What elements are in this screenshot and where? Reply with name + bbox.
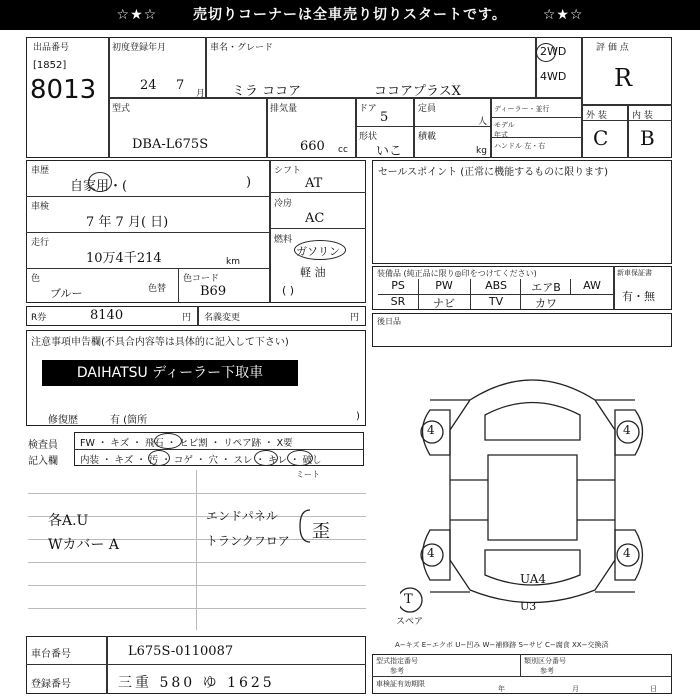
- load-unit: kg: [476, 146, 487, 156]
- equip-ps: PS: [391, 279, 405, 292]
- shift-label: シフト: [274, 166, 302, 176]
- chassis-value: L675S-0110087: [128, 644, 234, 659]
- fuel-diesel: 軽 油: [300, 266, 326, 279]
- car-grade: ココアプラスX: [374, 84, 461, 99]
- fuel-gasoline: ガソリン: [296, 245, 340, 258]
- handle-label: ハンドル 左・右: [494, 142, 546, 150]
- damage-legend: A−キズ E−エクボ U−凹み W−補修跡 S−サビ C−腐食 XX−交換済: [395, 641, 609, 649]
- capacity-unit: 人: [478, 117, 488, 127]
- record-label: 記入欄: [28, 456, 58, 467]
- score-label: 評 価 点: [596, 43, 629, 53]
- mileage-label: 走行: [31, 238, 50, 248]
- notes-label: 注意事項申告欄(不具合内容等は具体的に記入して下さい): [31, 337, 289, 348]
- mileage-unit: km: [226, 257, 240, 267]
- shift-value: AT: [305, 176, 323, 191]
- color-code-label: 色コード: [183, 274, 220, 284]
- recycle-value: 8140: [90, 308, 124, 323]
- color-code-value: B69: [200, 284, 227, 299]
- int-dirt-circle: [148, 450, 170, 466]
- history-close: ): [246, 175, 252, 190]
- history-value: 自家用・(: [70, 179, 128, 194]
- interior-row: 内装 ・ キズ ・ 汚 ・ コゲ ・ 穴 ・ スレ ・ キレ ・ 破し: [80, 455, 322, 466]
- drive-4wd: 4WD: [540, 70, 567, 83]
- note-right-2: トランクフロア: [206, 534, 290, 548]
- dealer-label: ディーラー・並行: [494, 105, 550, 113]
- exterior-label: 外 装: [586, 111, 607, 121]
- mileage-value: 10万4千214: [86, 251, 162, 266]
- drive-2wd-circle: [536, 43, 556, 62]
- dealer-tradein-badge: DAIHATSU ディーラー下取車: [42, 360, 298, 386]
- equip-sr: SR: [390, 295, 406, 308]
- equip-pw: PW: [435, 279, 453, 292]
- ref-label-1: 参考: [390, 667, 404, 675]
- plate-label: 登録番号: [31, 679, 71, 690]
- mark-rear-bumper: U3: [520, 600, 537, 613]
- inspector-label: 検査員: [28, 440, 58, 451]
- equip-navi: ナビ: [433, 297, 455, 310]
- cert-expiry-label: 車検証有効期限: [376, 680, 425, 688]
- banner-stars-right: ☆★☆: [542, 7, 584, 23]
- shape-value: いこ: [376, 144, 403, 159]
- car-name: ミラ ココア: [232, 84, 302, 99]
- equip-leather: カワ: [535, 297, 557, 310]
- chassis-label: 車台番号: [31, 649, 71, 660]
- int-cut-circle: [287, 450, 313, 466]
- repair-history-close: ): [356, 411, 360, 422]
- equip-aw: AW: [583, 279, 601, 292]
- ac-label: 冷房: [274, 199, 293, 209]
- repair-history-value: 有 (箇所: [110, 415, 148, 426]
- lot-number: 8013: [30, 75, 97, 105]
- equip-airbag: エアB: [531, 281, 561, 294]
- after-items-label: 後日品: [377, 317, 401, 326]
- note-right-tag: 歪: [312, 521, 330, 542]
- fw-chip-circle: [154, 433, 182, 449]
- fuel-other: ( ): [282, 284, 295, 297]
- displacement-label: 排気量: [270, 104, 298, 114]
- note-bracket: [296, 508, 314, 544]
- fuel-circle: [294, 240, 346, 260]
- color-change-label: 色替: [148, 284, 167, 294]
- lot-sub: [1852]: [33, 60, 67, 71]
- cert-day: 日: [650, 685, 657, 693]
- cert-year: 年: [498, 685, 505, 693]
- mark-front-right: 4: [623, 423, 631, 437]
- equip-abs: ABS: [485, 279, 507, 292]
- note-right-1: エンドパネル: [206, 509, 278, 523]
- inspection-label: 車検: [31, 202, 50, 212]
- reg-month: 7: [176, 78, 185, 93]
- class-number-label: 類別区分番号: [524, 657, 566, 665]
- color-value: ブルー: [50, 287, 83, 300]
- doors-label: ドア: [359, 104, 377, 114]
- ac-value: AC: [305, 211, 325, 226]
- doors-value: 5: [380, 110, 389, 125]
- fuel-label: 燃料: [274, 235, 293, 245]
- banner-stars-left: ☆★☆: [116, 7, 158, 23]
- drive-2wd: 2WD: [540, 45, 567, 58]
- model-value: DBA-L675S: [132, 137, 209, 152]
- ref-label-2: 参考: [540, 667, 554, 675]
- displacement-value: 660: [300, 139, 325, 154]
- interior-grade: B: [640, 126, 655, 150]
- interior-label: 内 装: [632, 111, 653, 121]
- spare-label: スペア: [396, 617, 424, 627]
- type-designation-label: 型式指定番号: [376, 657, 418, 665]
- warranty-yesno: 有・無: [622, 290, 655, 303]
- car-name-label: 車名・グレード: [210, 43, 274, 53]
- recycle-label: R券: [31, 313, 47, 323]
- lot-label: 出品番号: [33, 43, 70, 53]
- color-label: 色: [31, 274, 41, 284]
- score-value: R: [614, 64, 633, 92]
- model-year-label: モデル 年式: [494, 121, 515, 139]
- spare-mark: T: [404, 592, 413, 607]
- name-change-unit: 円: [350, 313, 360, 323]
- header-banner: [0, 0, 700, 30]
- history-circle: [88, 172, 112, 192]
- warranty-label: 新車保証書: [617, 269, 652, 277]
- equip-tv: TV: [488, 295, 504, 308]
- fw-row: FW ・ キズ ・ 飛石 ・ ヒビ割 ・ リペア跡 ・ X要: [80, 438, 293, 449]
- mark-front-left: 4: [427, 423, 435, 437]
- cert-month: 月: [572, 685, 579, 693]
- displacement-unit: cc: [338, 145, 348, 155]
- banner-text: 売切りコーナーは全車売り切りスタートです。: [193, 7, 507, 23]
- after-items-box: [372, 313, 672, 347]
- capacity-label: 定員: [418, 104, 437, 114]
- int-note: ミート: [296, 470, 320, 479]
- note-left-2: Wカバー A: [48, 537, 119, 553]
- history-label: 車歴: [31, 166, 50, 176]
- model-label: 型式: [112, 104, 131, 114]
- plate-value: 三重 580 ゆ 1625: [118, 675, 275, 691]
- recycle-row: [26, 306, 366, 326]
- name-change-label: 名義変更: [204, 313, 241, 323]
- shape-label: 形状: [359, 132, 378, 142]
- equipment-label: 装備品 (純正品に限り◎印をつけてください): [377, 269, 537, 278]
- exterior-grade: C: [593, 126, 609, 150]
- mark-rear-right: 4: [623, 546, 631, 560]
- mark-rear-left: 4: [427, 546, 435, 560]
- reg-month-unit: 月: [196, 89, 206, 99]
- note-left-1: 各A.U: [48, 513, 89, 529]
- load-label: 積載: [418, 132, 437, 142]
- repair-history-label: 修復歴: [48, 415, 78, 426]
- reg-year: 24: [140, 78, 157, 93]
- inspection-value: 7 年 7 月( 日): [86, 215, 169, 230]
- mark-rear-gate: UA4: [520, 572, 547, 586]
- recycle-unit: 円: [182, 313, 192, 323]
- first-reg-label: 初度登録年月: [112, 43, 167, 53]
- int-wear-circle: [254, 450, 278, 466]
- sales-point-label: セールスポイント (正常に機能するものに限ります): [378, 167, 609, 178]
